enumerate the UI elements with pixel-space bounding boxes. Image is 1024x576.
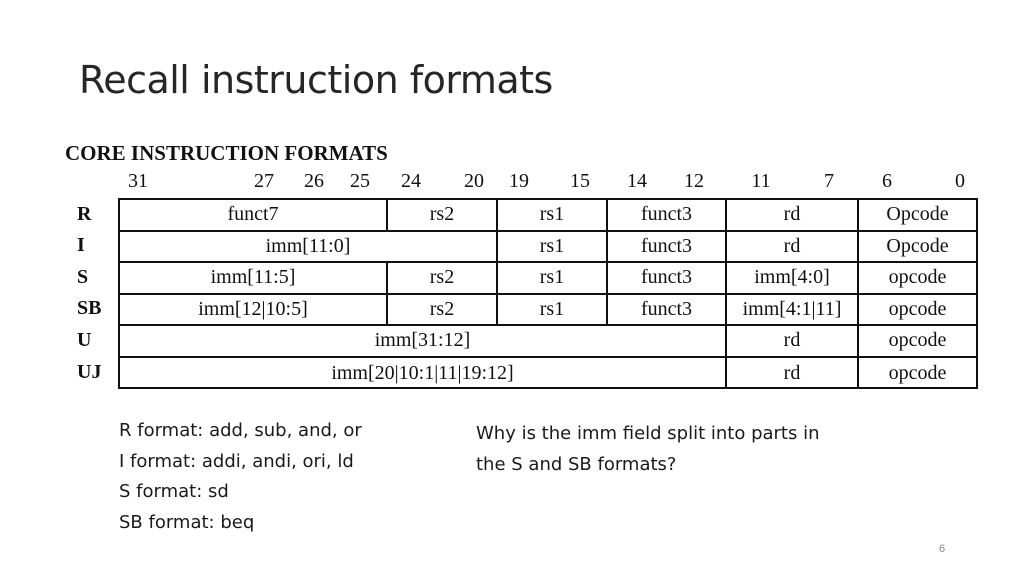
bit-label-27: 27: [254, 170, 274, 192]
field-imm-low: imm[4:1|11]: [727, 295, 859, 325]
row-label-r: R: [77, 203, 92, 225]
bit-label-6: 6: [882, 170, 892, 192]
format-row-s: [120, 263, 976, 295]
field-rd: rd: [727, 358, 859, 390]
bit-label-26: 26: [304, 170, 324, 192]
field-imm: imm[31:12]: [120, 326, 727, 356]
field-rs1: rs1: [498, 200, 608, 230]
row-label-uj: UJ: [77, 361, 102, 383]
bit-label-25: 25: [350, 170, 370, 192]
row-label-u: U: [77, 329, 92, 351]
field-rs2: rs2: [388, 295, 498, 325]
format-row-u: [120, 326, 976, 358]
bit-label-7: 7: [824, 170, 834, 192]
field-opcode: opcode: [888, 329, 947, 352]
field-imm: imm[20|10:1|11|19:12]: [120, 358, 727, 390]
question-text: [476, 419, 820, 480]
field-opcode: opcode: [888, 297, 947, 320]
bit-label-20: 20: [464, 170, 484, 192]
bit-label-24: 24: [401, 170, 421, 192]
field-funct3: funct3: [608, 200, 727, 230]
bit-label-14: 14: [627, 170, 647, 192]
field-opcode: opcode: [888, 266, 947, 289]
field-funct3: funct3: [608, 295, 727, 325]
field-opcode: Opcode: [886, 234, 949, 257]
note-line: the S and SB formats?: [476, 453, 677, 475]
format-examples-list: [119, 416, 362, 538]
format-row-sb: [120, 295, 976, 327]
page-number: 6: [939, 543, 946, 555]
instruction-format-table: [118, 198, 978, 389]
field-imm: imm[11:0]: [120, 232, 498, 262]
bit-label-11: 11: [751, 170, 771, 192]
field-rs1: rs1: [498, 295, 608, 325]
field-rs1: rs1: [498, 263, 608, 293]
field-imm-high: imm[11:5]: [120, 263, 388, 293]
note-line: SB format: beq: [119, 511, 255, 533]
field-imm-low: imm[4:0]: [727, 263, 859, 293]
field-rs2: rs2: [388, 263, 498, 293]
bit-label-0: 0: [955, 170, 965, 192]
row-label-i: I: [77, 234, 85, 256]
bit-label-12: 12: [684, 170, 704, 192]
bit-label-15: 15: [570, 170, 590, 192]
format-row-i: [120, 232, 976, 264]
figure-heading: CORE INSTRUCTION FORMATS: [65, 141, 388, 165]
field-rd: rd: [727, 232, 859, 262]
field-funct3: funct3: [608, 263, 727, 293]
bit-label-31: 31: [128, 170, 148, 192]
field-rs2: rs2: [388, 200, 498, 230]
format-row-r: [120, 200, 976, 232]
field-opcode: Opcode: [886, 203, 949, 226]
field-opcode: opcode: [888, 361, 947, 384]
field-rd: rd: [727, 200, 859, 230]
format-row-uj: [120, 358, 976, 390]
row-label-s: S: [77, 266, 89, 288]
note-line: R format: add, sub, and, or: [119, 420, 362, 441]
bit-label-19: 19: [509, 170, 529, 192]
field-rs1: rs1: [498, 232, 608, 262]
row-label-sb: SB: [77, 297, 102, 319]
note-line: I format: addi, andi, ori, ld: [119, 450, 354, 472]
field-imm-high: imm[12|10:5]: [120, 295, 388, 325]
note-line: S format: sd: [119, 481, 229, 502]
slide-title: Recall instruction formats: [79, 58, 553, 102]
field-funct3: funct3: [608, 232, 727, 262]
field-funct7: funct7: [120, 200, 388, 230]
field-rd: rd: [727, 326, 859, 356]
note-line: Why is the imm field split into parts in: [476, 423, 820, 444]
